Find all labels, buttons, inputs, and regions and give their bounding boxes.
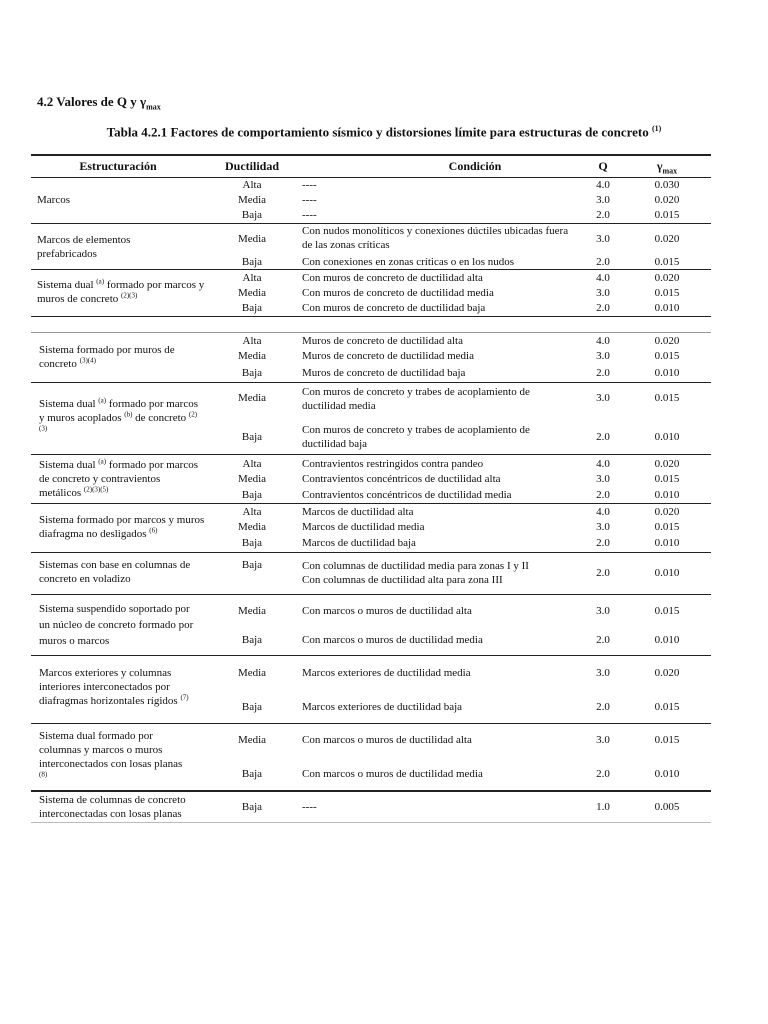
row-condicion: Marcos exteriores de ductilidad baja <box>302 701 463 713</box>
row-q: 3.0 <box>596 233 610 245</box>
row-estructuracion: Sistema formado por marcos y muros diafragma no desligados $^{(6)}$ <box>39 514 205 540</box>
row-gamma: 0.015 <box>654 392 680 404</box>
row-q: 3.0 <box>596 667 610 679</box>
row-ductilidad: Alta <box>242 458 262 470</box>
header-ductilidad: Ductilidad <box>224 159 279 173</box>
row-ductilidad: Media <box>237 350 267 362</box>
header-gamma: $\gamma_{max}$ <box>656 159 678 176</box>
row-gamma: 0.020 <box>654 272 680 284</box>
row-condicion: Contravientos restringidos contra pandeo <box>302 458 484 470</box>
row-ductilidad: Baja <box>241 801 263 813</box>
row-divider <box>31 382 711 383</box>
row-gamma: 0.015 <box>654 287 680 299</box>
row-estructuracion: Sistema dual $^{(a)}$ formado por marcos de concreto y contravientos metálicos $^{(2)(3)(5)}$ <box>39 457 199 499</box>
row-q: 4.0 <box>596 335 610 347</box>
row-gamma: 0.015 <box>654 256 680 268</box>
row-condicion: Con muros de concreto de ductilidad baja <box>302 302 486 314</box>
row-q: 3.0 <box>596 605 610 617</box>
row-gamma: 0.020 <box>654 458 680 470</box>
row-ductilidad: Baja <box>241 634 263 646</box>
row-divider <box>31 454 711 455</box>
row-q: 2.0 <box>596 537 610 549</box>
row-q: 2.0 <box>596 256 610 268</box>
row-divider <box>31 790 711 792</box>
row-q: 4.0 <box>596 272 610 284</box>
header-q: Q <box>598 159 608 173</box>
row-gamma: 0.010 <box>654 634 680 646</box>
row-estructuracion: Marcos <box>37 194 70 206</box>
row-divider <box>31 552 711 553</box>
row-gamma: 0.010 <box>654 768 680 780</box>
row-gamma: 0.015 <box>654 473 680 485</box>
row-ductilidad: Baja <box>241 559 263 571</box>
row-divider <box>31 594 711 595</box>
row-q: 3.0 <box>596 194 610 206</box>
row-ductilidad: Media <box>237 287 267 299</box>
row-gamma: 0.010 <box>654 537 680 549</box>
row-condicion: Con columnas de ductilidad media para zonas I y II <box>302 560 529 572</box>
row-estructuracion: Sistema formado por muros de concreto $^{(3)(4)}$ <box>39 344 175 370</box>
row-ductilidad: Media <box>237 521 267 533</box>
row-q: 4.0 <box>596 458 610 470</box>
row-condicion: Con marcos o muros de ductilidad alta <box>302 605 472 617</box>
row-condicion: Con muros de concreto de ductilidad alta <box>302 272 483 284</box>
row-q: 4.0 <box>596 506 610 518</box>
row-condicion: Contravientos concéntricos de ductilidad media <box>302 489 512 501</box>
row-gamma: 0.015 <box>654 605 680 617</box>
row-ductilidad: Alta <box>242 335 262 347</box>
page-bottom-rule <box>31 822 711 823</box>
row-ductilidad: Alta <box>242 506 262 518</box>
row-q: 2.0 <box>596 768 610 780</box>
row-divider <box>31 269 711 270</box>
row-condicion: Muros de concreto de ductilidad baja <box>302 367 466 379</box>
row-ductilidad: Media <box>237 194 267 206</box>
row-q: 2.0 <box>596 567 610 579</box>
row-divider <box>31 655 711 656</box>
row-gamma: 0.010 <box>654 431 680 443</box>
row-condicion: ---- <box>302 194 317 206</box>
row-ductilidad: Baja <box>241 431 263 443</box>
row-q: 3.0 <box>596 350 610 362</box>
row-gamma: 0.015 <box>654 209 680 221</box>
row-ductilidad: Baja <box>241 768 263 780</box>
row-ductilidad: Baja <box>241 701 263 713</box>
row-gamma: 0.010 <box>654 367 680 379</box>
row-estructuracion: Sistema suspendido soportado por un núcleo de concreto formado por muros o marcos <box>39 603 194 647</box>
row-q: 3.0 <box>596 521 610 533</box>
row-q: 2.0 <box>596 431 610 443</box>
row-condicion: Con muros de concreto y trabes de acoplamiento de ductilidad media <box>302 386 530 412</box>
row-condicion: Marcos de ductilidad alta <box>302 506 414 518</box>
row-q: 3.0 <box>596 287 610 299</box>
row-gamma: 0.015 <box>654 350 680 362</box>
row-condicion: Con muros de concreto y trabes de acoplamiento de ductilidad baja <box>302 424 530 450</box>
row-estructuracion: Sistemas con base en columnas de concreto en voladizo <box>39 559 191 585</box>
row-ductilidad: Media <box>237 233 267 245</box>
row-gamma: 0.010 <box>654 302 680 314</box>
row-ductilidad: Baja <box>241 302 263 314</box>
row-gamma: 0.020 <box>654 667 680 679</box>
row-condicion: Con muros de concreto de ductilidad media <box>302 287 494 299</box>
row-estructuracion: Marcos de elementos prefabricados <box>37 234 131 260</box>
row-condicion: Contravientos concéntricos de ductilidad alta <box>302 473 501 485</box>
row-condicion: ---- <box>302 179 317 191</box>
row-estructuracion: Sistema dual $^{(a)}$ formado por marcos y muros acoplados $^{(b)}$ de concreto $^{(2)(3)}$ <box>39 396 199 433</box>
row-q: 2.0 <box>596 489 610 501</box>
row-ductilidad: Media <box>237 392 267 404</box>
row-estructuracion: Marcos exteriores y columnas interiores interconectados por diafragmas horizontales rígidos $^{(7)}$ <box>39 667 189 707</box>
row-estructuracion: Sistema dual $^{(a)}$ formado por marcos y muros de concreto $^{(2)(3)}$ <box>37 277 205 305</box>
row-gamma: 0.020 <box>654 233 680 245</box>
row-ductilidad: Baja <box>241 367 263 379</box>
row-gamma: 0.010 <box>654 489 680 501</box>
row-divider <box>31 723 711 724</box>
page-break-rule <box>31 316 711 317</box>
row-condicion: ---- <box>302 801 317 813</box>
row-gamma: 0.005 <box>654 801 680 813</box>
row-gamma: 0.010 <box>654 567 680 579</box>
row-q: 1.0 <box>596 801 610 813</box>
row-q: 4.0 <box>596 179 610 191</box>
header-condicion: Condición <box>448 159 502 173</box>
table-title: Tabla 4.2.1 Factores de comportamiento sísmico y distorsiones límite para estructuras de concreto $^{(1)}$ <box>106 124 662 140</box>
row-condicion: Muros de concreto de ductilidad media <box>302 350 474 362</box>
row-condicion: Con marcos o muros de ductilidad media <box>302 634 483 646</box>
row-gamma: 0.020 <box>654 506 680 518</box>
row-gamma: 0.020 <box>654 194 680 206</box>
row-gamma: 0.030 <box>654 179 680 191</box>
row-ductilidad: Alta <box>242 272 262 284</box>
row-ductilidad: Media <box>237 734 267 746</box>
row-ductilidad: Media <box>237 605 267 617</box>
row-q: 3.0 <box>596 734 610 746</box>
row-ductilidad: Baja <box>241 489 263 501</box>
row-ductilidad: Baja <box>241 256 263 268</box>
row-condicion: Con marcos o muros de ductilidad alta <box>302 734 472 746</box>
row-condicion: Marcos de ductilidad media <box>302 521 425 533</box>
row-condicion: Marcos de ductilidad baja <box>302 537 416 549</box>
row-condicion: Muros de concreto de ductilidad alta <box>302 335 463 347</box>
row-gamma: 0.015 <box>654 701 680 713</box>
row-condicion: Marcos exteriores de ductilidad media <box>302 667 471 679</box>
row-ductilidad: Baja <box>241 537 263 549</box>
row-q: 2.0 <box>596 367 610 379</box>
row-q: 2.0 <box>596 302 610 314</box>
row-q: 2.0 <box>596 701 610 713</box>
row-gamma: 0.015 <box>654 521 680 533</box>
row-q: 2.0 <box>596 209 610 221</box>
row-divider <box>31 503 711 504</box>
row-ductilidad: Alta <box>242 179 262 191</box>
row-condicion: Con nudos monolíticos y conexiones dúctiles ubicadas fuera de las zonas críticas <box>302 225 569 251</box>
row-q: 2.0 <box>596 634 610 646</box>
row-condicion: Con conexiones en zonas críticas o en los nudos <box>302 256 515 268</box>
row-condicion: Con columnas de ductilidad alta para zona III <box>302 574 503 586</box>
row-ductilidad: Media <box>237 473 267 485</box>
row-condicion: Con marcos o muros de ductilidad media <box>302 768 483 780</box>
row-estructuracion: Sistema dual formado por columnas y marcos o muros interconectados con losas planas $^{(8)}$ <box>39 730 183 779</box>
row-estructuracion: Sistema de columnas de concreto interconectadas con losas planas <box>39 794 186 820</box>
header-estructuracion: Estructuración <box>79 159 157 173</box>
page-break-rule <box>31 332 711 333</box>
row-condicion: ---- <box>302 209 317 221</box>
row-ductilidad: Media <box>237 667 267 679</box>
row-gamma: 0.020 <box>654 335 680 347</box>
row-gamma: 0.015 <box>654 734 680 746</box>
row-q: 3.0 <box>596 392 610 404</box>
section-heading: 4.2 Valores de Q y $\gamma_{max}$ <box>37 94 161 112</box>
table-top-rule <box>31 154 711 156</box>
row-ductilidad: Baja <box>241 209 263 221</box>
row-q: 3.0 <box>596 473 610 485</box>
